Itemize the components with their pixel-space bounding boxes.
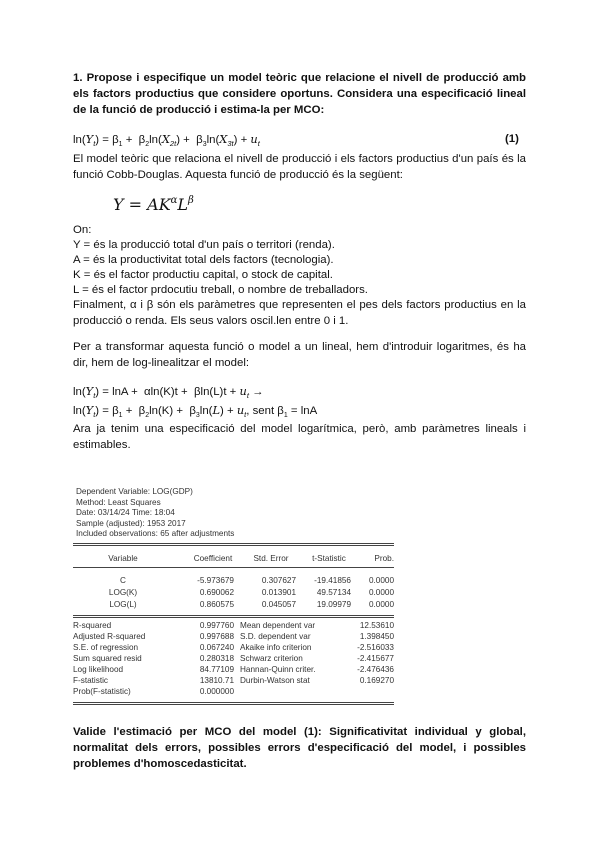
cell-variable: LOG(L) xyxy=(109,600,137,609)
cell-std-error: 0.045057 xyxy=(261,600,296,609)
table-row xyxy=(73,588,394,599)
cell-t-statistic: 19.09979 xyxy=(316,600,351,609)
stats-row xyxy=(73,654,394,665)
table-rule-bottom xyxy=(73,702,394,703)
cell-std-error: 0.307627 xyxy=(261,576,296,585)
stats-row xyxy=(73,621,394,632)
question-heading: 1. Propose i especifique un model teòric que relacione el nivell de producció amb els factors productius que considere oportuns. Considera una especificació lineal de la funció de producció i estima-la per MCO: xyxy=(73,72,526,116)
stat-value-left: 0.997688 xyxy=(199,632,234,641)
stat-label-left: Adjusted R-squared xyxy=(73,632,146,641)
definition-l: L = és el factor prdocutiu treball, o nombre de treballadors. xyxy=(73,284,368,296)
cell-prob: 0.0000 xyxy=(368,588,394,597)
stat-label-right: Hannan-Quinn criter. xyxy=(240,665,316,674)
stat-value-right: -2.476436 xyxy=(357,665,394,674)
stat-value-left: 84.77109 xyxy=(199,665,234,674)
regression-header xyxy=(76,487,234,540)
table-header-row xyxy=(73,554,394,565)
definition-k: K = és el factor productiu capital, o stock de capital. xyxy=(73,269,333,281)
equation-loglinear-2: $\ln(Y_t) = \beta_1 + \beta_2\ln(K) + \beta_3\ln(L) + u_t$, sent $\beta_1 = \ln A$ xyxy=(73,403,318,419)
regression-header-line: Dependent Variable: LOG(GDP) xyxy=(76,487,193,496)
parameters-paragraph: Finalment, α i β són els paràmetres que representen el pes dels factors productius en la producció o renda. Els seus valors oscil.len entre 0 i 1. xyxy=(73,299,526,327)
stat-label-left: Sum squared resid xyxy=(73,654,142,663)
stat-value-left: 0.997760 xyxy=(199,621,234,630)
stat-value-right: 12.53610 xyxy=(359,621,394,630)
cobb-douglas-formula: $Y = AK^\alpha L^\beta$ xyxy=(113,195,194,214)
stats-row xyxy=(73,643,394,654)
intro-paragraph: El model teòric que relaciona el nivell de producció i els factors productius d'un país és la funció Cobb-Douglas. Aquesta funció de producció és la següent: xyxy=(73,153,526,181)
regression-header-line: Sample (adjusted): 1953 2017 xyxy=(76,518,186,528)
stat-value-right: 0.169270 xyxy=(359,676,394,685)
cell-std-error: 0.013901 xyxy=(261,588,296,597)
table-row xyxy=(73,576,394,587)
cell-variable: C xyxy=(120,576,126,585)
cell-coefficient: 0.860575 xyxy=(199,600,234,609)
stat-label-left: S.E. of regression xyxy=(73,643,139,652)
stat-label-left: Prob(F-statistic) xyxy=(73,687,131,696)
stat-label-right: Durbin-Watson stat xyxy=(240,676,310,685)
cell-t-statistic: -19.41856 xyxy=(314,576,351,585)
question-validation: Valide l'estimació per MCO del model (1): Significativitat individual y global, normalitat dels errors, possibles errors d'especificació del model, i possibles problemes d'homoscedasticitat. xyxy=(73,726,526,770)
equation-loglinear-1: $\ln(Y_t) = \ln A + \alpha\ln(K)t + \beta\ln(L)t + u_t$ → xyxy=(73,384,264,400)
table-row xyxy=(73,600,394,611)
table-rule-middle-double xyxy=(73,617,394,618)
stat-value-left: 13810.71 xyxy=(199,676,234,685)
on-label: On: xyxy=(73,224,92,236)
stat-value-right: 1.398450 xyxy=(359,632,394,641)
stat-value-left: 0.067240 xyxy=(199,643,234,652)
definition-y: Y = és la producció total d'un país o territori (renda). xyxy=(73,239,335,251)
stat-value-right: -2.516033 xyxy=(357,643,394,652)
column-header-t-statistic: t-Statistic xyxy=(312,554,346,563)
stat-label-left: R-squared xyxy=(73,621,112,630)
stat-label-left: F-statistic xyxy=(73,676,109,685)
table-rule-top-double xyxy=(73,545,394,546)
stat-label-right: Schwarz criterion xyxy=(240,654,303,663)
stat-value-left: 0.000000 xyxy=(199,687,234,696)
stat-label-right: Mean dependent var xyxy=(240,621,316,630)
stats-row xyxy=(73,632,394,643)
conclusion-paragraph: Ara ja tenim una especificació del model logarítmica, però, amb paràmetres lineals i estimables. xyxy=(73,423,526,451)
transform-paragraph: Per a transformar aquesta funció o model a un lineal, hem d'introduir logaritmes, és ha dir, hem de log-linealitzar el model: xyxy=(73,341,526,369)
cell-prob: 0.0000 xyxy=(368,600,394,609)
stats-row xyxy=(73,676,394,687)
stat-label-left: Log likelihood xyxy=(73,665,124,674)
table-rule-bottom-double xyxy=(73,704,394,705)
equation-tail: , sent β xyxy=(246,405,284,417)
cell-t-statistic: 49.57134 xyxy=(316,588,351,597)
stat-value-right: -2.415677 xyxy=(357,654,394,663)
table-rule-top xyxy=(73,543,394,544)
table-rule-header xyxy=(73,567,394,568)
stats-row xyxy=(73,687,394,698)
definition-a: A = és la productivitat total dels factors (tecnologia). xyxy=(73,254,334,266)
equation-label: (1) xyxy=(505,133,519,145)
column-header-variable: Variable xyxy=(108,554,138,563)
stat-value-left: 0.280318 xyxy=(199,654,234,663)
cell-prob: 0.0000 xyxy=(368,576,394,585)
column-header-prob: Prob. xyxy=(374,554,394,563)
table-rule-middle xyxy=(73,615,394,616)
equation-1: $\ln(Y_t) = \beta_1 + \beta_2\ln(X_{2t}) + \beta_3\ln(X_{3t}) + u_t$ xyxy=(73,132,260,148)
column-header-coefficient: Coefficient xyxy=(193,554,233,563)
stat-label-right: Akaike info criterion xyxy=(240,643,312,652)
cell-coefficient: -5.973679 xyxy=(197,576,234,585)
regression-header-line: Included observations: 65 after adjustments xyxy=(76,529,235,538)
cell-variable: LOG(K) xyxy=(108,588,138,597)
column-header-std-error: Std. Error xyxy=(253,554,289,563)
regression-header-line: Date: 03/14/24 Time: 18:04 xyxy=(76,508,175,517)
cell-coefficient: 0.690062 xyxy=(199,588,234,597)
regression-header-line: Method: Least Squares xyxy=(76,497,161,507)
stats-row xyxy=(73,665,394,676)
equation-end: = lnA xyxy=(287,405,318,417)
stat-label-right: S.D. dependent var xyxy=(240,632,311,641)
